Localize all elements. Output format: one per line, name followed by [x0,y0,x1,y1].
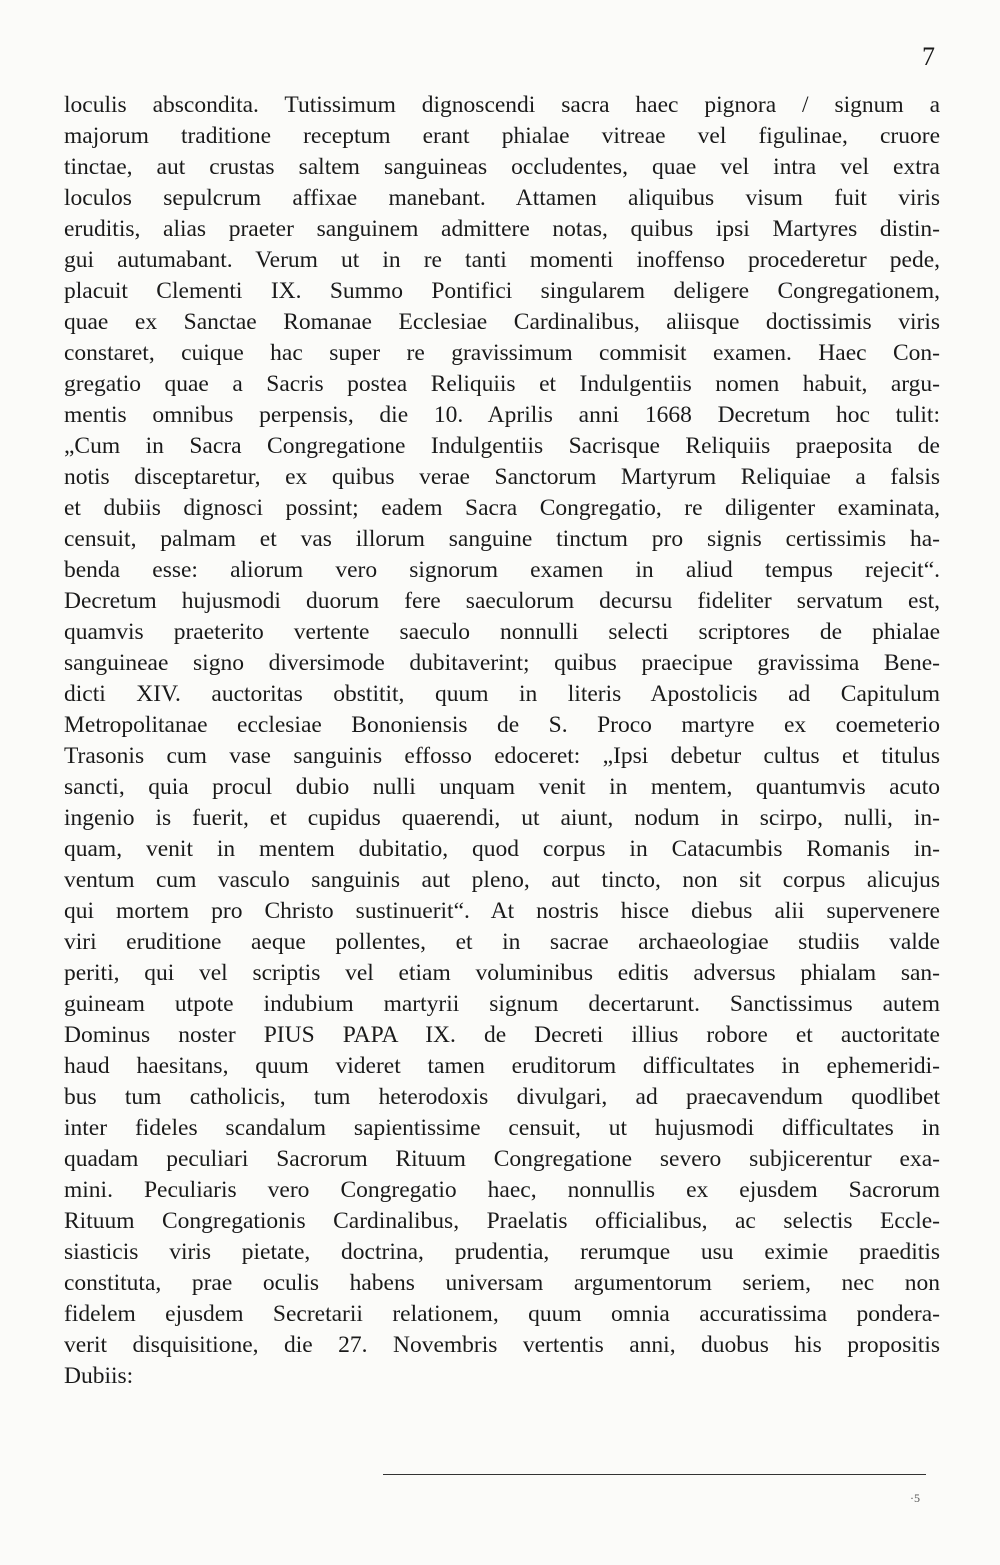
text-line: „Cum in Sacra Congregatione Indulgentiis Sacrisque Reliquiis praeposita de [64,433,940,459]
signature-mark: ·5 [910,1491,920,1505]
footer-rule [383,1474,926,1475]
text-line: benda esse: aliorum vero signorum examen in aliud tempus rejecit“. [64,557,940,583]
text-line: bus tum catholicis, tum heterodoxis divulgari, ad praecavendum quodlibet [64,1084,940,1110]
text-line: ventum cum vasculo sanguinis aut pleno, aut tincto, non sit corpus alicujus [64,867,940,893]
text-line: fidelem ejusdem Secretarii relationem, quum omnia accuratissima pondera- [64,1301,940,1327]
text-line-final: Dubiis: [64,1363,134,1389]
text-line: quadam peculiari Sacrorum Rituum Congregatione severo subjicerentur exa- [64,1146,940,1172]
text-line: placuit Clementi IX. Summo Pontifici singularem deligere Congregationem, [64,278,940,304]
text-line: quae ex Sanctae Romanae Ecclesiae Cardinalibus, aliisque doctissimis viris [64,309,940,335]
text-line: sanguineae signo diversimode dubitaverint; quibus praecipue gravissima Bene- [64,650,940,676]
text-line: inter fideles scandalum sapientissime censuit, ut hujusmodi difficultates in [64,1115,940,1141]
text-line: Rituum Congregationis Cardinalibus, Praelatis officialibus, ac selectis Eccle- [64,1208,940,1234]
text-line: siasticis viris pietate, doctrina, prudentia, rerumque usu eximie praeditis [64,1239,940,1265]
text-line: et dubiis dignosci possint; eadem Sacra Congregatio, re diligenter examinata, [64,495,940,521]
text-line: dicti XIV. auctoritas obstitit, quum in literis Apostolicis ad Capitulum [64,681,940,707]
text-line: mentis omnibus perpensis, die 10. Aprilis anni 1668 Decretum hoc tulit: [64,402,940,428]
text-line: gregatio quae a Sacris postea Reliquiis et Indulgentiis nomen habuit, argu- [64,371,940,397]
text-line: constituta, prae oculis habens universam argumentorum seriem, nec non [64,1270,940,1296]
text-line: Decretum hujusmodi duorum fere saeculorum decursu fideliter servatum est, [64,588,940,614]
text-line: verit disquisitione, die 27. Novembris vertentis anni, duobus his propositis [64,1332,940,1358]
text-line: Trasonis cum vase sanguinis effosso edoceret: „Ipsi debetur cultus et titulus [64,743,940,769]
text-line: censuit, palmam et vas illorum sanguine tinctum pro signis certissimis ha- [64,526,940,552]
text-line: periti, qui vel scriptis vel etiam voluminibus editis adversus phialam san- [64,960,940,986]
text-line: notis disceptaretur, ex quibus verae Sanctorum Martyrum Reliquiae a falsis [64,464,940,490]
text-line: quamvis praeterito vertente saeculo nonnulli selecti scriptores de phialae [64,619,940,645]
text-line: ingenio is fuerit, et cupidus quaerendi, ut aiunt, nodum in scirpo, nulli, in- [64,805,940,831]
text-line: loculos sepulcrum affixae manebant. Attamen aliquibus visum fuit viris [64,185,940,211]
text-line: eruditis, alias praeter sanguinem admittere notas, quibus ipsi Martyres distin- [64,216,940,242]
page-number: 7 [922,42,935,71]
text-line: loculis abscondita. Tutissimum dignoscendi sacra haec pignora / signum a [64,92,940,118]
text-line: mini. Peculiaris vero Congregatio haec, nonnullis ex ejusdem Sacrorum [64,1177,940,1203]
text-line: viri eruditione aeque pollentes, et in sacrae archaeologiae studiis valde [64,929,940,955]
text-line: tinctae, aut crustas saltem sanguineas occludentes, quae vel intra vel extra [64,154,940,180]
text-line: gui autumabant. Verum ut in re tanti momenti inoffenso procederetur pede, [64,247,940,273]
text-line: Dominus noster PIUS PAPA IX. de Decreti illius robore et auctoritate [64,1022,940,1048]
body-text [64,90,940,1392]
text-line: haud haesitans, quum videret tamen eruditorum difficultates in ephemeridi- [64,1053,940,1079]
text-line: Metropolitanae ecclesiae Bononiensis de S. Proco martyre ex coemeterio [64,712,940,738]
text-line: quam, venit in mentem dubitatio, quod corpus in Catacumbis Romanis in- [64,836,940,862]
text-line: guineam utpote indubium martyrii signum decertarunt. Sanctissimus autem [64,991,940,1017]
text-line: constaret, cuique hac super re gravissimum commisit examen. Haec Con- [64,340,940,366]
text-line: majorum traditione receptum erant phialae vitreae vel figulinae, cruore [64,123,940,149]
text-line: sancti, quia procul dubio nulli unquam venit in mentem, quantumvis acuto [64,774,940,800]
text-line: qui mortem pro Christo sustinuerit“. At nostris hisce diebus alii supervenere [64,898,940,924]
